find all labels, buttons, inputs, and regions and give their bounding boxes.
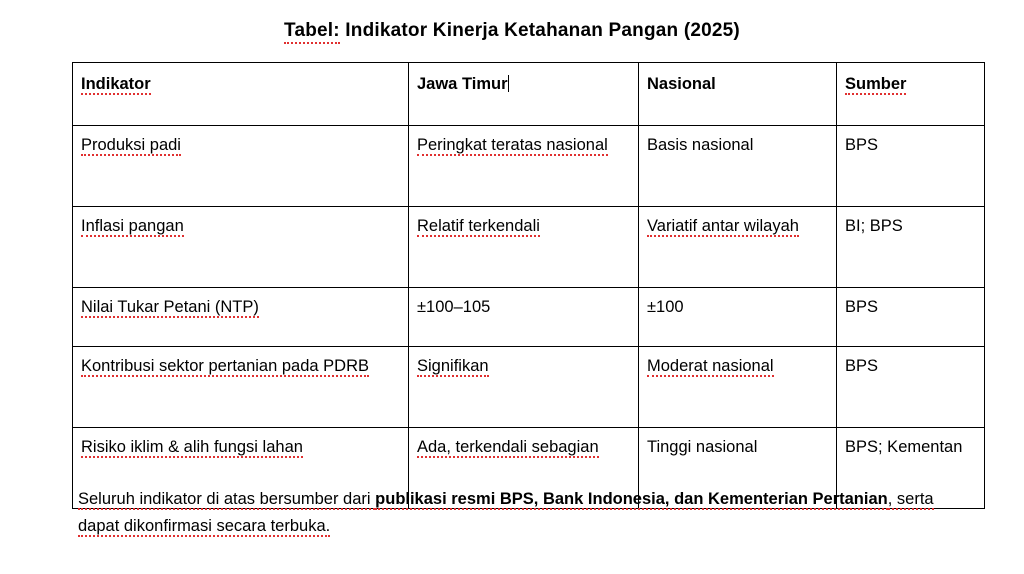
cell-sumber: BI; BPS — [837, 207, 985, 288]
cell-jawa-timur: ±100–105 — [409, 288, 639, 347]
column-header-jawa-timur: Jawa Timur — [409, 63, 639, 126]
page-title-year: (2025) — [683, 20, 740, 41]
cell-jawa-timur: Signifikan — [409, 347, 639, 428]
column-header-nasional: Nasional — [639, 63, 837, 126]
table-header-row — [73, 63, 985, 126]
cell-indikator: Inflasi pangan — [73, 207, 409, 288]
page-title-main: Indikator Kinerja Ketahanan Pangan — [345, 20, 679, 41]
table-container — [72, 62, 984, 509]
table-row — [73, 288, 985, 347]
cell-sumber: BPS; Kementan — [837, 428, 985, 509]
cell-indikator: Kontribusi sektor pertanian pada PDRB — [73, 347, 409, 428]
cell-sumber: BPS — [837, 126, 985, 207]
table-row — [73, 207, 985, 288]
text-cursor — [508, 75, 509, 92]
column-header-sumber: Sumber — [837, 63, 985, 126]
page-title — [0, 20, 1024, 42]
cell-nasional: Tinggi nasional — [639, 428, 837, 509]
cell-jawa-timur: Relatif terkendali — [409, 207, 639, 288]
table-row — [73, 126, 985, 207]
cell-nasional: Basis nasional — [639, 126, 837, 207]
cell-nasional: Variatif antar wilayah — [639, 207, 837, 288]
cell-sumber: BPS — [837, 347, 985, 428]
cell-nasional: ±100 — [639, 288, 837, 347]
table-row — [73, 347, 985, 428]
cell-indikator: Risiko iklim & alih fungsi lahan — [73, 428, 409, 509]
footnote-part1: Seluruh indikator di atas bersumber dari — [78, 490, 376, 508]
page-title-prefix: Tabel: — [284, 20, 340, 44]
cell-indikator: Nilai Tukar Petani (NTP) — [73, 288, 409, 347]
footnote-part2: , serta dapat dikonfirmasi secara terbuka. — [78, 490, 934, 535]
cell-nasional: Moderat nasional — [639, 347, 837, 428]
column-header-indikator: Indikator — [73, 63, 409, 126]
cell-sumber: BPS — [837, 288, 985, 347]
cell-jawa-timur: Peringkat teratas nasional — [409, 126, 639, 207]
indicator-table — [72, 62, 985, 509]
cell-jawa-timur: Ada, terkendali sebagian — [409, 428, 639, 509]
cell-indikator: Produksi padi — [73, 126, 409, 207]
footnote — [78, 486, 978, 539]
footnote-bold: publikasi resmi BPS, Bank Indonesia, dan Kementerian Pertanian — [375, 490, 888, 508]
